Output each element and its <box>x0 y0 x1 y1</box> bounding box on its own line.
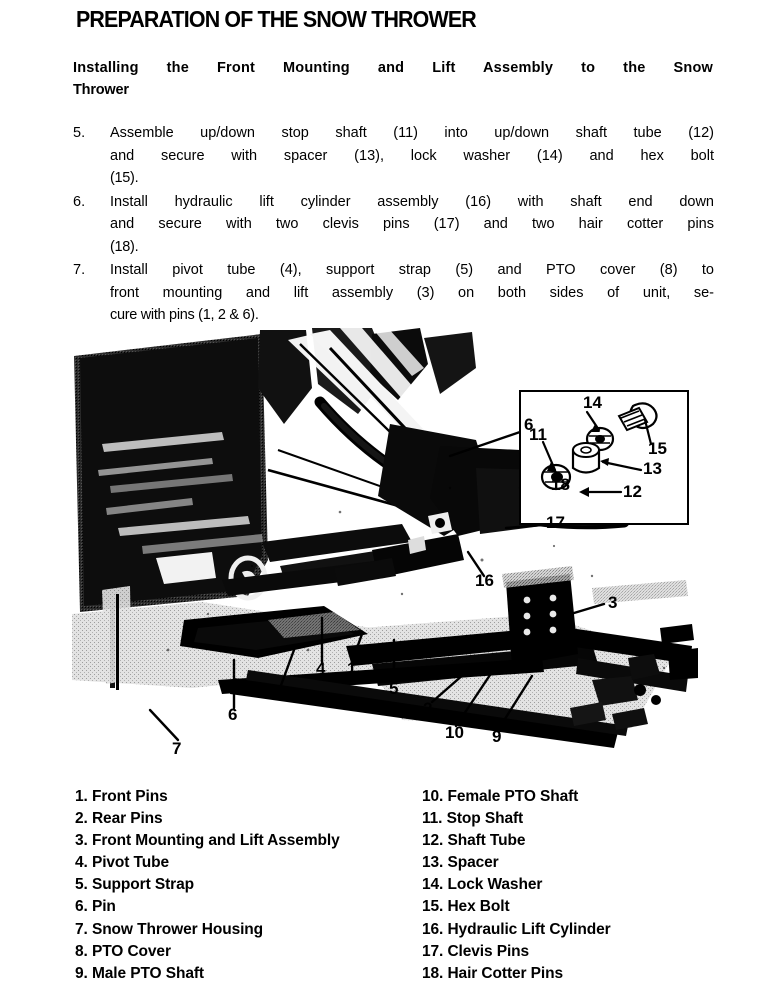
figure-callout-18: 18 <box>551 475 570 494</box>
step-number: 7. <box>73 262 86 278</box>
figure-callout-6-upper: 6 <box>524 415 534 434</box>
parts-list-item <box>75 852 415 874</box>
part-label: Female PTO Shaft <box>447 788 579 805</box>
part-number: 8. <box>75 942 88 960</box>
step-line: Install hydraulic lift cylinder assembly (16) with shaft end down <box>110 193 714 210</box>
step-line: (15). <box>110 170 139 186</box>
part-label: Stop Shaft <box>446 810 524 828</box>
page-title: PREPARATION OF THE SNOW THROWER <box>76 6 476 32</box>
section-subtitle <box>73 57 713 101</box>
inset-detail-box <box>519 390 689 525</box>
figure-callout-16: 16 <box>475 571 494 590</box>
step-text <box>110 259 714 327</box>
part-label: Front Mounting and Lift Assembly <box>91 832 340 850</box>
part-number: 12. <box>422 832 444 850</box>
instruction-step <box>73 122 714 190</box>
figure-callout-7: 7 <box>172 739 182 758</box>
parts-list-item <box>75 874 415 896</box>
part-number: 4. <box>75 854 88 872</box>
part-number: 18. <box>422 964 444 982</box>
part-number: 5. <box>75 876 88 894</box>
part-label: Shaft Tube <box>447 832 526 850</box>
figure-callout-3: 3 <box>608 593 618 612</box>
step-text <box>110 191 714 259</box>
parts-list <box>0 786 772 996</box>
part-label: Pin <box>91 898 116 916</box>
parts-list-item <box>75 941 415 963</box>
part-label: Rear Pins <box>91 810 163 828</box>
step-line: front mounting and lift assembly (3) on both sides of unit, se- <box>110 284 714 301</box>
parts-list-item <box>75 830 415 852</box>
part-number: 1. <box>75 788 88 805</box>
step-line: cure with pins (1, 2 & 6). <box>110 307 259 323</box>
parts-list-item <box>422 852 762 874</box>
instruction-steps <box>73 122 714 328</box>
part-label: Male PTO Shaft <box>91 964 204 982</box>
figure-callout-10: 10 <box>445 723 464 742</box>
parts-list-column-right <box>422 786 762 985</box>
part-number: 10. <box>422 788 444 805</box>
part-label: PTO Cover <box>91 942 171 960</box>
figure-callout-9: 9 <box>492 727 502 746</box>
part-label: Hair Cotter Pins <box>447 964 564 982</box>
inset-callout-14: 14 <box>583 393 602 412</box>
figure-callout-4: 4 <box>316 659 326 678</box>
part-label: Front Pins <box>91 788 168 805</box>
part-label: Hex Bolt <box>447 898 510 916</box>
step-text <box>110 122 714 190</box>
part-number: 17. <box>422 942 444 960</box>
parts-list-item <box>422 941 762 963</box>
section-subtitle-line-2: Thrower <box>73 82 129 99</box>
part-number: 11. <box>422 810 443 828</box>
step-line: (18). <box>110 238 139 255</box>
figure-callout-6-lower: 6 <box>228 705 238 724</box>
part-label: Snow Thrower Housing <box>91 920 264 938</box>
part-label: Spacer <box>447 854 499 872</box>
parts-list-item <box>422 830 762 852</box>
section-subtitle-line-1: Installing the Front Mounting and Lift Assembly to the Snow <box>73 60 713 76</box>
figure-snow-thrower-photo <box>72 328 698 768</box>
figure-callout-5: 5 <box>389 679 399 698</box>
parts-list-item <box>422 919 762 941</box>
parts-list-column-left <box>75 786 415 985</box>
part-label: Clevis Pins <box>447 942 530 960</box>
parts-list-item <box>422 963 762 985</box>
part-number: 13. <box>422 854 444 872</box>
part-number: 15. <box>422 898 444 916</box>
parts-list-item <box>75 786 415 808</box>
part-label: Pivot Tube <box>91 854 170 872</box>
part-label: Lock Washer <box>447 876 543 894</box>
inset-callout-12: 12 <box>623 482 642 501</box>
parts-list-item <box>75 963 415 985</box>
instruction-step <box>73 259 714 327</box>
step-number: 5. <box>73 125 86 141</box>
parts-list-item <box>422 808 762 830</box>
part-number: 2. <box>75 810 88 828</box>
part-label: Support Strap <box>91 876 194 894</box>
figure-callout-8: 8 <box>274 685 284 704</box>
figure-callout-1: 1 <box>347 659 357 678</box>
part-number: 7. <box>75 920 88 938</box>
step-line: Assemble up/down stop shaft (11) into up/down shaft tube (12) <box>110 125 714 141</box>
parts-list-item <box>422 786 762 808</box>
inset-callout-13: 13 <box>643 459 662 478</box>
step-number: 6. <box>73 193 86 210</box>
part-number: 3. <box>75 832 88 850</box>
figure-callout-2: 2 <box>423 699 433 718</box>
parts-list-item <box>422 896 762 918</box>
step-line: and secure with two clevis pins (17) and two hair cotter pins <box>110 216 714 232</box>
figure-callout-17: 17 <box>546 513 565 532</box>
instruction-step <box>73 191 714 259</box>
step-line: Install pivot tube (4), support strap (5) and PTO cover (8) to <box>110 262 714 278</box>
step-line: and secure with spacer (13), lock washer (14) and hex bolt <box>110 147 714 164</box>
parts-list-item <box>75 919 415 941</box>
part-number: 9. <box>75 964 88 982</box>
inset-callout-11: 11 <box>529 425 547 444</box>
part-label: Hydraulic Lift Cylinder <box>447 920 611 938</box>
part-number: 6. <box>75 898 88 916</box>
part-number: 16. <box>422 920 444 938</box>
parts-list-item <box>75 808 415 830</box>
parts-list-item <box>422 874 762 896</box>
part-number: 14. <box>422 876 444 894</box>
inset-callout-15: 15 <box>648 439 667 458</box>
parts-list-item <box>75 896 415 918</box>
